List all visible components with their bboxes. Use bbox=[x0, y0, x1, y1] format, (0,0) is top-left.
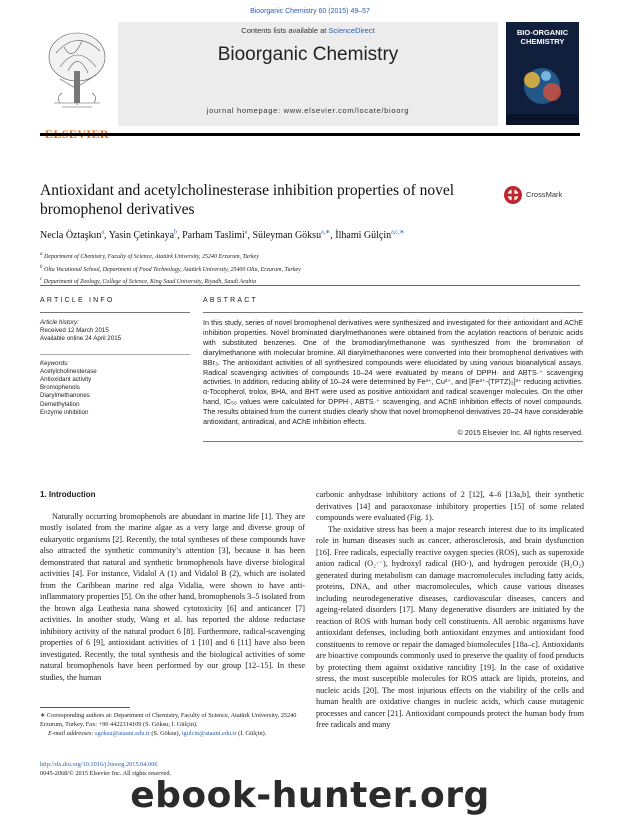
affiliation-mark: b bbox=[40, 264, 43, 270]
cover-title-line-2: CHEMISTRY bbox=[520, 37, 565, 46]
issn-line: 0045-2068/© 2015 Elsevier Inc. All rights reserved. bbox=[40, 769, 172, 777]
body-paragraph: Naturally occurring bromophenols are abundant in marine life [1]. They are mostly isolated from the marine algae as a very large and diverse group of eukaryotic organisms [2]. Recently, the total syntheses of these compounds have also attracted the synthetic community’s attention [3], because it has been demonstrated that natural and synthetic bromophenols have diverse biological activities [4]. For instance, Vidalol A (1) and Vidalol B (2), which are isolated from the Caribbean marine red alga Vidalia, were shown to have anti-inflammatory properties [5]. On the other hand, bromophenols 3–5 isolated from the brown alga Leathesia nana showed cytotoxicity [6] and anticancer [7] activities. In another study, Wang et al. has reported the aldose reductase inhibitory activity of the natural product 6 [8]. Furthermore, radical-scavenging properties of 6 [9], antioxidant activities of 1 [10] and 6 [11] have also been investigated. Recently, the total synthesis and the biological activities of some natural bromophenols have been performed by our group [12–15]. In these studies, the human bbox=[40, 511, 305, 682]
author[interactable] bbox=[335, 230, 404, 241]
author-affiliation-mark[interactable]: a bbox=[244, 230, 248, 236]
journal-banner bbox=[118, 22, 498, 126]
article-history bbox=[40, 319, 190, 344]
body-paragraph: carbonic anhydrase inhibitory actions of 2 [12], 4–6 [13a,b], their synthetic derivatives [14] and paraoxonase inhibitory properties [15] of some related compounds were evaluated (Fig. 1). bbox=[316, 490, 584, 522]
author-name: Parham Taslimi bbox=[182, 230, 245, 242]
author[interactable]: Parham Taslimi$^a$, bbox=[182, 230, 253, 242]
email-owner: (S. Göksu), bbox=[151, 729, 181, 737]
email-addresses bbox=[40, 730, 305, 739]
affiliation-text: Oltu Vocational School, Department of Food Technology, Atatürk University, 25400 Oltu, Erzurum, Turkey bbox=[44, 266, 301, 273]
corresponding-author-note: ∗ Corresponding authors at: Department of Chemistry, Faculty of Science, Atatürk University, 25240 Erzurum, Turkey. Fax: +90 4422314109 (S. Göksu; İ. Gülçin). bbox=[40, 712, 297, 728]
abstract-copyright: © 2015 Elsevier Inc. All rights reserved. bbox=[457, 427, 583, 437]
elsevier-logo[interactable] bbox=[42, 23, 112, 123]
crossmark-label: CrossMark bbox=[526, 190, 563, 199]
affiliation-mark: c bbox=[40, 277, 43, 282]
abstract-bottom-rule bbox=[203, 441, 583, 442]
author-list bbox=[40, 229, 585, 241]
keyword: Antioxidant activity bbox=[40, 376, 92, 384]
keyword: Acetylcholinesterase bbox=[40, 367, 97, 375]
abstract-heading: ABSTRACT bbox=[203, 297, 258, 304]
footnotes bbox=[40, 712, 305, 738]
doi-link[interactable]: http://dx.doi.org/10.1016/j.bioorg.2015.04.006 bbox=[40, 761, 158, 768]
title-divider bbox=[40, 285, 580, 286]
email-label: E-mail addresses: bbox=[48, 729, 94, 737]
watermark: ebook-hunter.org bbox=[130, 775, 490, 816]
abstract-rule bbox=[203, 312, 583, 313]
article-title: Antioxidant and acetylcholinesterase inhibition properties of novel bromophenol derivatives bbox=[40, 182, 455, 218]
affiliation bbox=[40, 263, 585, 276]
crossmark-badge[interactable] bbox=[503, 185, 583, 205]
cover-title-line-1: BIO-ORGANIC bbox=[516, 28, 569, 37]
email-link[interactable]: igulcin@atauni.edu.tr bbox=[181, 729, 237, 737]
journal-homepage[interactable]: journal homepage: www.elsevier.com/locate/bioorg bbox=[206, 106, 410, 115]
author-name: Necla Öztaşkın bbox=[40, 230, 102, 242]
affiliation-list bbox=[40, 250, 585, 288]
abstract bbox=[203, 297, 583, 442]
header-divider bbox=[40, 133, 580, 136]
journal-header bbox=[40, 19, 580, 130]
history-label: Article history: bbox=[40, 319, 79, 326]
abstract-text: In this study, series of novel bromophenol derivatives were synthesized and investigated for their antioxidant and AChE inhibition properties. Novel brominated diarylmethanones were obtained from the acylation reactions of benzoic acids with substituted benzenes. One of the bromodiarylmethanone was synthesized from the bromination of diarylmethanone with molecular bromine. All diarylmethanones were converted into their bromophenol derivatives with BBr₃. The antioxidant activities of all synthesized compounds were elucidated by using various bioanalytical assays. Radical scavenging activities of compounds 10–24 were evaluated by means of DPPH· and ABTS·⁺ scavenging activities. In addition, reducing ability of 10–24 were determined by Fe³⁺, Cu²⁺, and [Fe³⁺-(TPTZ)₂]³⁺ reducing activities. α-Tocopherol, trolox, BHA, and BHT were used as positive antioxidant and radical scavenger molecules. On the other hand, IC₅₀ values were calculated for DPPH·, ABTS·⁺ scavenging, and AChE inhibition effects of novel compounds. The results obtained from the current studies clearly show that novel bromophenol derivatives 20–24 have considerable antioxidant, antiradical, and AChE inhibition effects. bbox=[203, 318, 583, 427]
author-name: İlhami Gülçin bbox=[335, 230, 392, 242]
author-name: Süleyman Göksu bbox=[252, 230, 322, 242]
elsevier-tree-icon bbox=[42, 23, 112, 123]
email-owner: (İ. Gülçin). bbox=[238, 729, 267, 737]
keywords-rule bbox=[40, 354, 190, 355]
contents-line bbox=[118, 26, 498, 35]
cover-title bbox=[506, 28, 579, 46]
body-paragraph: The oxidative stress has been a major research interest due to its implicated role in human diseases such as cancer, atherosclerosis, and brain dysfunction [16]. Free radicals, especially reactive oxygen species (ROS), such as superoxide anion radical (O₂·⁻), hydroxyl radical (HO·), and hydrogen peroxide (H₂O₂) generated during metabolism can damage macromolecules including fatty acids, proteins, DNA, and other macromolecules, which cause various diseases including neurodegenerative diseases, cardiovascular diseases, cancers and ageing-related disorders [17]. Many degenerative disorders are initiated by the reaction of ROS with human body cell constituents. All aerobic organisms have antioxidant defenses, including both antioxidant enzymes and antioxidant food constituents to remove or repair the damaged biomolecules [18a–c]. Antioxidants are bioactive compounds commonly used to preserve the quality of food products by protecting them against oxidative rancidity [19]. In the case of oxidative stress, the most susceptible molecules for ROS attack are lipids, proteins, and nucleic acids [20]. The most injurious effects on the viability of the cells and human health are oxidative changes in nucleic acids, which cause mutagenic processes and cancer [21]. Antioxidant compounds protect the human body from free radicals and many bbox=[316, 524, 584, 729]
author-affiliation-mark[interactable]: a,c,∗ bbox=[391, 230, 405, 236]
keywords-label: Keywords: bbox=[40, 359, 69, 367]
affiliation-mark: a bbox=[40, 252, 43, 257]
sciencedirect-link[interactable]: ScienceDirect bbox=[328, 26, 375, 35]
keyword: Bromophenols bbox=[40, 384, 80, 392]
author[interactable]: Yasin Çetinkaya$^b$, bbox=[108, 230, 183, 242]
article-info-rule bbox=[40, 312, 190, 313]
affiliation-text: Department of Chemistry, Faculty of Science, Atatürk University, 25240 Erzurum, Turkey bbox=[44, 254, 259, 260]
footnote-divider bbox=[40, 707, 130, 708]
keyword: Demethylation bbox=[40, 400, 80, 408]
online-date: Available online 24 April 2015 bbox=[40, 335, 122, 343]
body-column-right bbox=[316, 489, 584, 731]
author-affiliation-mark[interactable]: b bbox=[174, 230, 178, 236]
keyword: Enzyme inhibition bbox=[40, 408, 89, 416]
journal-title: Bioorganic Chemistry bbox=[217, 44, 399, 65]
body-column-left bbox=[40, 489, 305, 683]
article-info bbox=[40, 297, 190, 417]
author-affiliation-mark[interactable]: a,∗ bbox=[321, 230, 331, 236]
journal-reference[interactable]: Bioorganic Chemistry 60 (2015) 49–57 bbox=[250, 8, 370, 15]
author[interactable]: Necla Öztaşkın$^a$, bbox=[40, 230, 109, 242]
author-name: Yasin Çetinkaya bbox=[108, 230, 175, 242]
article-info-heading: ARTICLE INFO bbox=[40, 297, 115, 304]
contents-prefix: Contents lists available at bbox=[241, 26, 329, 35]
email-link[interactable]: sgoksu@atauni.edu.tr bbox=[95, 729, 150, 737]
introduction-heading: 1. Introduction bbox=[40, 490, 96, 499]
author[interactable]: Süleyman Göksu$^{a,∗}$, bbox=[252, 230, 336, 242]
journal-cover[interactable] bbox=[506, 22, 579, 125]
received-date: Received 12 March 2015 bbox=[40, 327, 109, 335]
keyword: Diarylmethanones bbox=[40, 392, 90, 400]
keywords bbox=[40, 360, 190, 417]
affiliation-text: Department of Zoology, College of Science, King Saud University, Riyadh, Saudi Arabia bbox=[43, 279, 257, 285]
affiliation bbox=[40, 250, 585, 263]
author-affiliation-mark[interactable]: a bbox=[101, 230, 105, 236]
crossmark-icon bbox=[503, 185, 523, 205]
